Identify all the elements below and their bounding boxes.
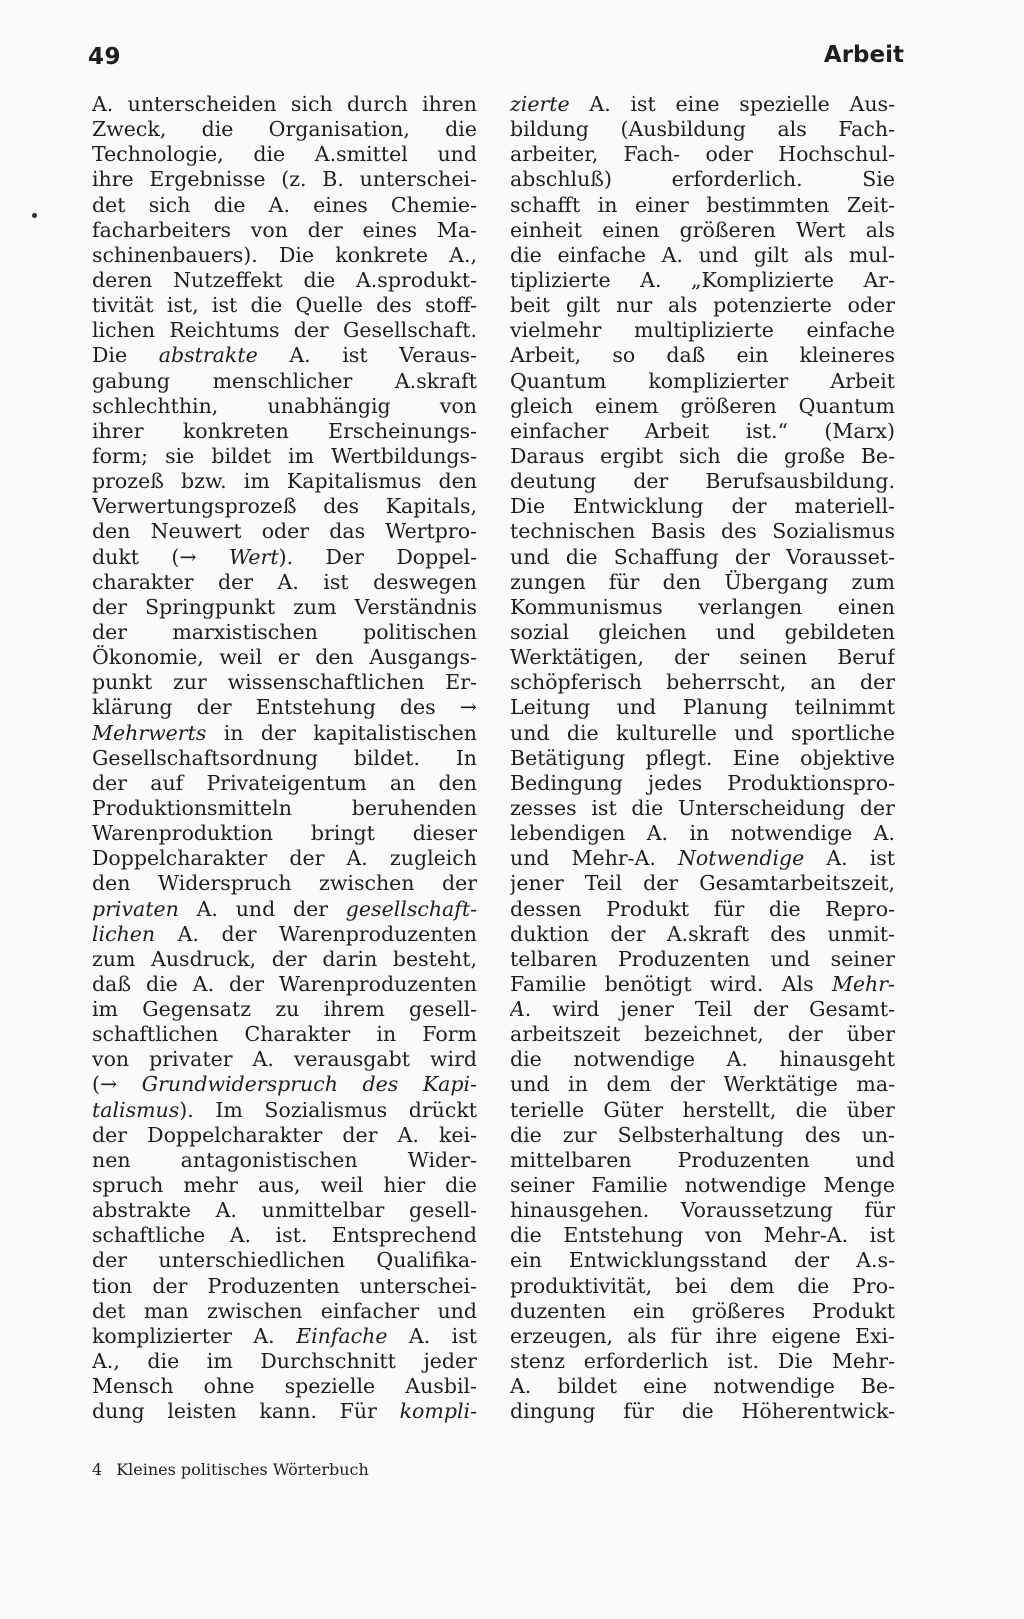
text-line: prozeß bzw. im Kapitalismus den xyxy=(92,469,477,494)
text-line: erzeugen, als für ihre eigene Exi- xyxy=(510,1323,895,1348)
text-line: beit gilt nur als potenzierte oder xyxy=(510,293,895,318)
text-line: ihre Ergebnisse (z. B. unterschei- xyxy=(92,167,477,192)
text-line: von privater A. verausgabt wird xyxy=(92,1047,477,1072)
text-line: produktivität, bei dem die Pro- xyxy=(510,1273,895,1298)
right-column xyxy=(510,92,895,1424)
text-line: gabung menschlicher A.skraft xyxy=(92,368,477,393)
text-line: Technologie, die A.smittel und xyxy=(92,142,477,167)
text-line: Quantum komplizierter Arbeit xyxy=(510,368,895,393)
text-line: arbeitszeit bezeichnet, der über xyxy=(510,1022,895,1047)
text-line: punkt zur wissenschaftlichen Er- xyxy=(92,670,477,695)
footer-title: Kleines politisches Wörterbuch xyxy=(116,1460,369,1479)
text-line: und Mehr-A. Notwendige A. ist xyxy=(510,846,895,871)
text-line: deren Nutzeffekt die A.sprodukt- xyxy=(92,267,477,292)
text-line: tivität ist, ist die Quelle des stoff- xyxy=(92,293,477,318)
text-line: Doppelcharakter der A. zugleich xyxy=(92,846,477,871)
text-line: det sich die A. eines Chemie- xyxy=(92,192,477,217)
text-line: Familie benötigt wird. Als Mehr- xyxy=(510,971,895,996)
text-line: der marxistischen politischen xyxy=(92,619,477,644)
text-line: lichen Reichtums der Gesellschaft. xyxy=(92,318,477,343)
running-head: Arbeit xyxy=(823,42,904,68)
text-line: form; sie bildet im Wertbildungs- xyxy=(92,443,477,468)
text-line: Zweck, die Organisation, die xyxy=(92,117,477,142)
text-line: der auf Privateigentum an den xyxy=(92,770,477,795)
text-line: A. wird jener Teil der Gesamt- xyxy=(510,997,895,1022)
text-line: die zur Selbsterhaltung des un- xyxy=(510,1122,895,1147)
text-line: Ökonomie, weil er den Ausgangs- xyxy=(92,645,477,670)
text-line: einfacher Arbeit ist.“ (Marx) xyxy=(510,418,895,443)
text-line: den Neuwert oder das Wertpro- xyxy=(92,519,477,544)
page-number: 49 xyxy=(88,44,122,70)
text-line: und die Schaffung der Vorausset- xyxy=(510,544,895,569)
text-line: schaftliche A. ist. Entsprechend xyxy=(92,1223,477,1248)
text-line: charakter der A. ist deswegen xyxy=(92,569,477,594)
text-line: nen antagonistischen Wider- xyxy=(92,1147,477,1172)
text-line: Gesellschaftsordnung bildet. In xyxy=(92,745,477,770)
text-line: abstrakte A. unmittelbar gesell- xyxy=(92,1198,477,1223)
text-line: lichen A. der Warenproduzenten xyxy=(92,921,477,946)
text-line: schafft in einer bestimmten Zeit- xyxy=(510,192,895,217)
signature-mark: 4 xyxy=(92,1460,103,1479)
text-line: gleich einem größeren Quantum xyxy=(510,393,895,418)
text-line: den Widerspruch zwischen der xyxy=(92,871,477,896)
text-line: Warenproduktion bringt dieser xyxy=(92,821,477,846)
text-line: Mensch ohne spezielle Ausbil- xyxy=(92,1374,477,1399)
text-line: Arbeit, so daß ein kleineres xyxy=(510,343,895,368)
text-line: terielle Güter herstellt, die über xyxy=(510,1097,895,1122)
text-line: der unterschiedlichen Qualifika- xyxy=(92,1248,477,1273)
text-line: Mehrwerts in der kapitalistischen xyxy=(92,720,477,745)
text-line: spruch mehr aus, weil hier die xyxy=(92,1173,477,1198)
text-line: schöpferisch beherrscht, an der xyxy=(510,670,895,695)
text-line: jener Teil der Gesamtarbeitszeit, xyxy=(510,871,895,896)
text-line: A., die im Durchschnitt jeder xyxy=(92,1349,477,1374)
text-line: facharbeiters von der eines Ma- xyxy=(92,217,477,242)
text-line: det man zwischen einfacher und xyxy=(92,1298,477,1323)
text-line: Werktätigen, der seinen Beruf xyxy=(510,645,895,670)
text-line: duzenten ein größeres Produkt xyxy=(510,1298,895,1323)
text-line: dukt (→ Wert). Der Doppel- xyxy=(92,544,477,569)
text-line: tion der Produzenten unterschei- xyxy=(92,1273,477,1298)
text-line: hinausgehen. Voraussetzung für xyxy=(510,1198,895,1223)
text-line: A. unterscheiden sich durch ihren xyxy=(92,92,477,116)
text-line: im Gegensatz zu ihrem gesell- xyxy=(92,997,477,1022)
text-line: duktion der A.skraft des unmit- xyxy=(510,921,895,946)
text-line: schlechthin, unabhängig von xyxy=(92,393,477,418)
text-line: deutung der Berufsausbildung. xyxy=(510,469,895,494)
text-line: technischen Basis des Sozialismus xyxy=(510,519,895,544)
text-line: Daraus ergibt sich die große Be- xyxy=(510,443,895,468)
text-line: und die kulturelle und sportliche xyxy=(510,720,895,745)
text-line: die einfache A. und gilt als mul- xyxy=(510,242,895,267)
text-line: mittelbaren Produzenten und xyxy=(510,1147,895,1172)
text-line: zum Ausdruck, der darin besteht, xyxy=(92,946,477,971)
text-line: klärung der Entstehung des → xyxy=(92,695,477,720)
text-line: dessen Produkt für die Repro- xyxy=(510,896,895,921)
text-line: einheit einen größeren Wert als xyxy=(510,217,895,242)
text-line: Die Entwicklung der materiell- xyxy=(510,494,895,519)
footer xyxy=(92,1460,369,1479)
text-line: zesses ist die Unterscheidung der xyxy=(510,795,895,820)
text-line: zungen für den Übergang zum xyxy=(510,569,895,594)
text-line: zierte A. ist eine spezielle Aus- xyxy=(510,92,895,116)
text-line: dung leisten kann. Für kompli- xyxy=(92,1399,477,1424)
text-line: die notwendige A. hinausgeht xyxy=(510,1047,895,1072)
text-line: dingung für die Höherentwick- xyxy=(510,1399,895,1424)
text-line: ein Entwicklungsstand der A.s- xyxy=(510,1248,895,1273)
text-line: seiner Familie notwendige Menge xyxy=(510,1173,895,1198)
text-line: Kommunismus verlangen einen xyxy=(510,594,895,619)
text-line: stenz erforderlich ist. Die Mehr- xyxy=(510,1349,895,1374)
text-line: Die abstrakte A. ist Veraus- xyxy=(92,343,477,368)
left-column xyxy=(92,92,477,1424)
text-line: bildung (Ausbildung als Fach- xyxy=(510,117,895,142)
text-line: der Doppelcharakter der A. kei- xyxy=(92,1122,477,1147)
text-line: tiplizierte A. „Komplizierte Ar- xyxy=(510,267,895,292)
text-line: telbaren Produzenten und seiner xyxy=(510,946,895,971)
text-line: Leitung und Planung teilnimmt xyxy=(510,695,895,720)
text-line: lebendigen A. in notwendige A. xyxy=(510,821,895,846)
text-line: arbeiter, Fach- oder Hochschul- xyxy=(510,142,895,167)
ink-smudge xyxy=(32,213,37,218)
text-line: Verwertungsprozeß des Kapitals, xyxy=(92,494,477,519)
text-line: komplizierter A. Einfache A. ist xyxy=(92,1323,477,1348)
text-line: privaten A. und der gesellschaft- xyxy=(92,896,477,921)
text-line: ihrer konkreten Erscheinungs- xyxy=(92,418,477,443)
text-line: sozial gleichen und gebildeten xyxy=(510,619,895,644)
text-line: A. bildet eine notwendige Be- xyxy=(510,1374,895,1399)
text-line: die Entstehung von Mehr-A. ist xyxy=(510,1223,895,1248)
text-line: (→ Grundwiderspruch des Kapi- xyxy=(92,1072,477,1097)
text-line: talismus). Im Sozialismus drückt xyxy=(92,1097,477,1122)
text-line: und in dem der Werktätige ma- xyxy=(510,1072,895,1097)
text-line: Betätigung pflegt. Eine objektive xyxy=(510,745,895,770)
text-line: Bedingung jedes Produktionspro- xyxy=(510,770,895,795)
text-line: vielmehr multiplizierte einfache xyxy=(510,318,895,343)
text-line: Produktionsmitteln beruhenden xyxy=(92,795,477,820)
text-line: schinenbauers). Die konkrete A., xyxy=(92,242,477,267)
text-line: schaftlichen Charakter in Form xyxy=(92,1022,477,1047)
text-line: abschluß) erforderlich. Sie xyxy=(510,167,895,192)
text-line: der Springpunkt zum Verständnis xyxy=(92,594,477,619)
text-line: daß die A. der Warenproduzenten xyxy=(92,971,477,996)
